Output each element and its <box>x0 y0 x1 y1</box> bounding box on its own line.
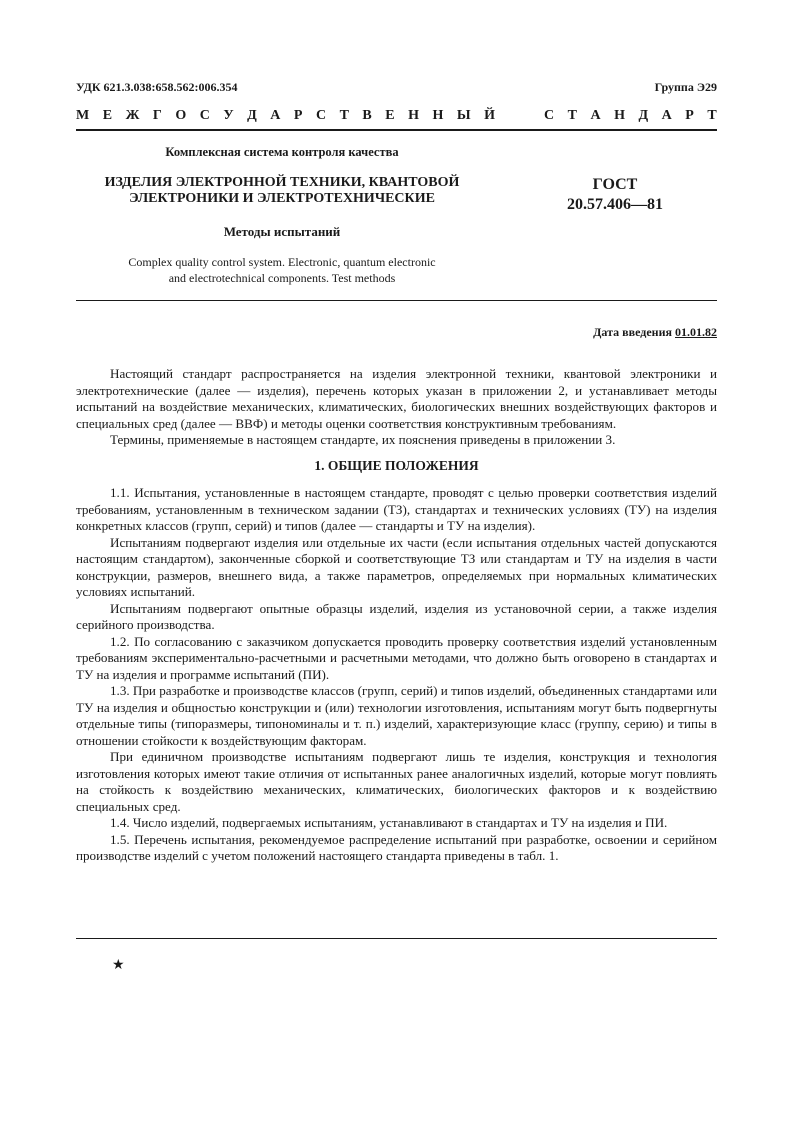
introduction-date-label: Дата введения <box>593 325 672 339</box>
document-title-line-2: ЭЛЕКТРОНИКИ И ЭЛЕКТРОТЕХНИЧЕСКИЕ <box>129 191 435 206</box>
banner-letter: Е <box>102 108 113 123</box>
paragraph: Испытаниям подвергают опытные образцы изделий, изделия из установочной серии, а также изделия серийного производства. <box>76 600 717 632</box>
paragraph: 1.2. По согласованию с заказчиком допускается проводить проверку соответствия изделий установленным требованиям экспериментально-расчетными и расчетными методами, что должно быть оговорено в стандартах и ТУ на изделия и программе испытаний (ПИ). <box>76 633 717 682</box>
banner-letter: Ы <box>456 108 471 123</box>
gost-number: 20.57.406—81 <box>567 196 663 213</box>
footer-rule <box>76 938 717 939</box>
document-subtitle: Методы испытаний <box>223 224 341 239</box>
paragraph: Настоящий стандарт распространяется на изделия электронной техники, квантовой электроники и электротехнические (далее — изделия), перечень которых указан в приложении 2, и устанавливает методы испытаний на воздействие механических, климатических, биологических внешних воздействующих факторов и специальных сред (далее — ВВФ) и методы оценки соответствия конструктивным требованиям. <box>76 366 717 431</box>
paragraph: 1.4. Число изделий, подвергаемых испытаниям, устанавливают в стандартах и ТУ на изделия и ПИ. <box>110 815 668 830</box>
banner-letter: А <box>661 108 672 123</box>
banner-letter: Н <box>408 108 419 123</box>
paragraph: 1.3. При разработке и производстве классов (групп, серий) и типов изделий, объединенных стандартами или ТУ на изделия и общностью конструкции и (или) технологии изготовления, испытаниям могут быть подвергнуты отдельные типы (типоразмеры, типономиналы и т. п.) изделий, характеризующие класс (группу, серию) и типы в отношении стойкости к воздействующим факторам. <box>76 683 717 748</box>
banner-letter: Р <box>685 108 694 123</box>
paragraph: При единичном производстве испытаниям подвергают лишь те изделия, конструкция и технология изготовления которых имеют такие отличия от испытанных ранее аналогичных изделий, которые могут повлиять на стойкость к воздействию механических, климатических, биологических факторов и к воздействию специальных сред. <box>76 749 717 814</box>
group-code: Группа Э29 <box>654 80 717 94</box>
banner-letter: У <box>223 108 234 123</box>
document-body <box>76 366 717 865</box>
banner-letter: Ж <box>125 108 140 123</box>
english-title-line-2: and electrotechnical components. Test methods <box>168 271 396 285</box>
section-heading: 1. ОБЩИЕ ПОЛОЖЕНИЯ <box>314 457 479 473</box>
system-name: Комплексная система контроля качества <box>165 145 399 159</box>
star-mark: ★ <box>112 958 125 973</box>
banner-letter: С <box>315 108 327 123</box>
udk-code: УДК 621.3.038:658.562:006.354 <box>76 80 238 94</box>
banner-letter: Р <box>293 108 303 123</box>
document-title-line-1: ИЗДЕЛИЯ ЭЛЕКТРОННОЙ ТЕХНИКИ, КВАНТОВОЙ <box>104 175 460 190</box>
banner-letter: Н <box>614 108 626 123</box>
title-rule <box>76 300 717 301</box>
banner-gap <box>509 108 531 124</box>
paragraph: Термины, применяемые в настоящем стандарте, их пояснения приведены в приложении 3. <box>110 432 616 447</box>
banner-letter: Д <box>638 108 649 123</box>
paragraph: Испытаниям подвергают изделия или отдельные их части (если испытания отдельных частей допускаются настоящим стандартом), законченные сборкой и соответствующие ТЗ или стандартам и ТУ на изделия в части конструкции, размеров, внешнего вида, а также параметров, определяемых при нормальных климатических условиях испытаний. <box>76 534 717 599</box>
banner-letter: Т <box>567 108 577 123</box>
banner-letter: С <box>199 108 210 123</box>
banner-letter: А <box>270 108 281 123</box>
introduction-date <box>593 325 717 340</box>
interstate-standard-banner <box>76 108 717 124</box>
banner-letter: А <box>590 108 601 123</box>
header-rule <box>76 129 717 131</box>
english-title <box>76 254 488 286</box>
banner-letter: Т <box>339 108 349 123</box>
banner-letter: Е <box>385 108 395 123</box>
paragraph: 1.1. Испытания, установленные в настоящем стандарте, проводят с целью проверки соответствия изделий требованиям, установленным в техническом задании (ТЗ), стандартах и технических условиях (ТУ) на изделия конкретных классов (групп, серий) и типов (далее — стандарты и ТУ на изделия). <box>76 485 717 533</box>
english-title-line-1: Complex quality control system. Electronic, quantum electronic <box>128 255 436 269</box>
banner-letter: Й <box>484 108 496 123</box>
banner-letter: М <box>76 108 90 123</box>
gost-label: ГОСТ <box>592 176 638 193</box>
banner-letter: Д <box>247 108 257 123</box>
banner-letter: О <box>175 108 187 123</box>
banner-letter: С <box>544 108 555 123</box>
banner-letter: Г <box>152 108 162 123</box>
paragraph: 1.5. Перечень испытания, рекомендуемое распределение испытаний при разработке, освоении и серийном производстве изделий с учетом положений настоящего стандарта приведены в табл. 1. <box>76 831 717 863</box>
banner-letter: Н <box>432 108 444 123</box>
introduction-date-value: 01.01.82 <box>675 325 717 339</box>
document-title <box>76 175 488 207</box>
gost-designation <box>540 175 690 215</box>
banner-letter: В <box>362 108 372 123</box>
banner-letter: Т <box>707 108 717 123</box>
